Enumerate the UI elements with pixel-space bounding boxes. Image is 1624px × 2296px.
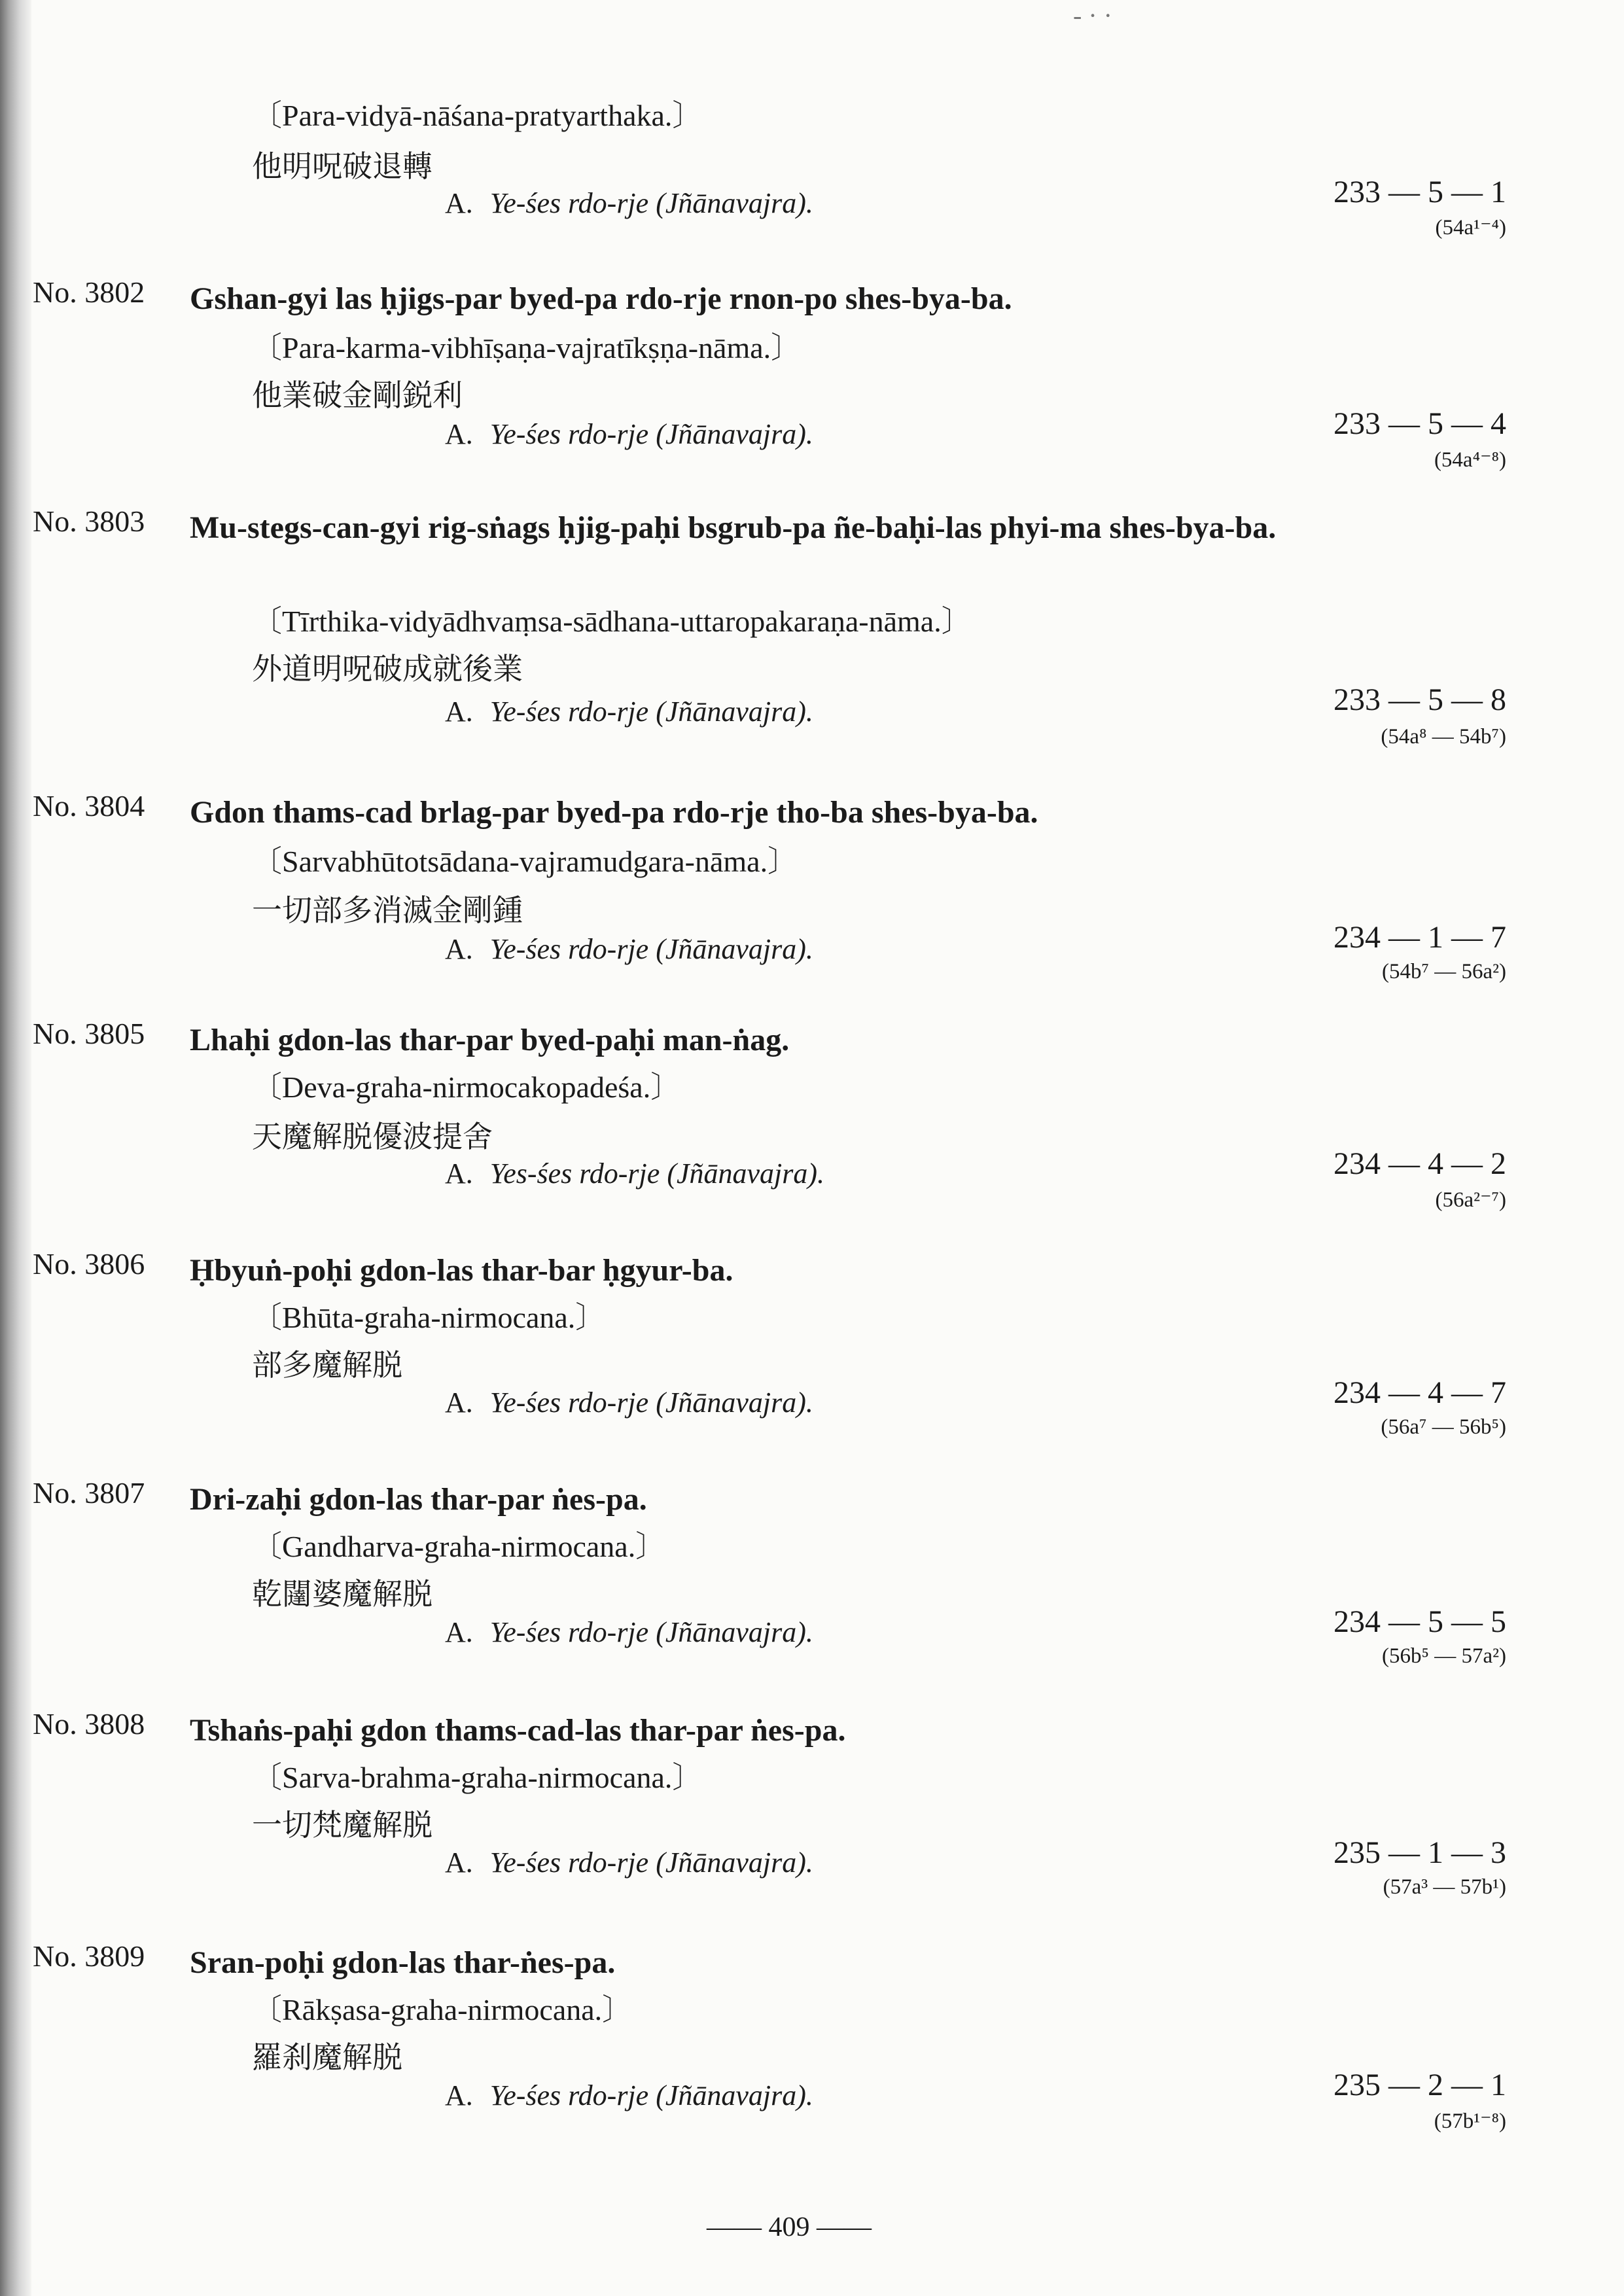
author-line — [445, 1846, 813, 1879]
chinese-title: 外道明呪破成就後業 — [252, 651, 523, 686]
author-line — [445, 2079, 813, 2112]
catalog-entry — [0, 1706, 1624, 1922]
author-name: Ye-śes rdo-rje (Jñānavajra). — [489, 2079, 813, 2111]
sanskrit-title: 〔Gandharva-graha-nirmocana.〕 — [252, 1530, 666, 1563]
volume-reference: 233 — 5 — 1 — [1333, 175, 1506, 209]
tibetan-title: Tshaṅs-paḥi gdon thams-cad-las thar-par ṅes-pa. — [190, 1713, 846, 1748]
author-name: Ye-śes rdo-rje (Jñānavajra). — [489, 418, 813, 450]
author-name: Ye-śes rdo-rje (Jñānavajra). — [489, 1386, 813, 1419]
author-line — [445, 1386, 813, 1419]
volume-reference: 234 — 5 — 5 — [1333, 1604, 1506, 1639]
catalog-entry-continued — [0, 0, 1624, 239]
folio-reference: (56b⁵ — 57a²) — [1381, 1644, 1506, 1668]
sanskrit-title: 〔Sarvabhūtotsādana-vajramudgara-nāma.〕 — [252, 845, 798, 878]
catalog-entry — [0, 1246, 1624, 1462]
tibetan-title: Gshan-gyi las ḥjigs-par byed-pa rdo-rje rnon-po shes-bya-ba. — [190, 281, 1012, 316]
entry-number: No. 3806 — [33, 1247, 145, 1280]
catalog-entry — [0, 788, 1624, 1004]
author-name: Ye-śes rdo-rje (Jñānavajra). — [489, 187, 813, 219]
author-line — [445, 1616, 813, 1649]
catalog-entry — [0, 1939, 1624, 2155]
entry-number: No. 3808 — [33, 1707, 145, 1740]
folio-reference: (54b⁷ — 56a²) — [1381, 960, 1506, 983]
entry-number: No. 3809 — [33, 1939, 145, 1973]
catalog-entry — [0, 1475, 1624, 1691]
author-prefix: A. — [445, 696, 473, 728]
author-line — [445, 186, 813, 220]
folio-reference: (56a²⁻⁷) — [1435, 1188, 1506, 1212]
author-prefix: A. — [445, 187, 473, 219]
chinese-title: 天魔解脱優波提舍 — [252, 1119, 493, 1154]
top-mark: - · · — [1073, 1, 1112, 30]
folio-reference: (54a⁸ — 54b⁷) — [1381, 725, 1506, 749]
sanskrit-title: 〔Tīrthika-vidyādhvaṃsa-sādhana-uttaropakaraṇa-nāma.〕 — [252, 605, 972, 638]
chinese-title: 部多魔解脱 — [252, 1347, 402, 1383]
chinese-title: 乾闥婆魔解脱 — [252, 1576, 432, 1612]
tibetan-title: Mu-stegs-can-gyi rig-sṅags ḥjig-paḥi bsgrub-pa ñe-baḥi-las phyi-ma shes-bya-ba. — [190, 510, 1277, 545]
author-name: Ye-śes rdo-rje (Jñānavajra). — [489, 1616, 813, 1648]
tibetan-title: Lhaḥi gdon-las thar-par byed-paḥi man-ṅag. — [190, 1023, 790, 1057]
sanskrit-title: 〔Sarva-brahma-graha-nirmocana.〕 — [252, 1761, 703, 1794]
author-name: Ye-śes rdo-rje (Jñānavajra). — [489, 1846, 813, 1879]
author-prefix: A. — [445, 2079, 473, 2111]
chinese-title: 一切部多消滅金剛鍾 — [252, 892, 523, 928]
chinese-title: 一切梵魔解脱 — [252, 1807, 432, 1843]
author-prefix: A. — [445, 1846, 473, 1879]
entry-number: No. 3802 — [33, 275, 145, 309]
entry-number: No. 3807 — [33, 1476, 145, 1510]
sanskrit-title: 〔Para-karma-vibhīṣaṇa-vajratīkṣṇa-nāma.〕 — [252, 331, 802, 364]
entry-number: No. 3804 — [33, 789, 145, 822]
entry-number: No. 3805 — [33, 1017, 145, 1050]
chinese-title: 他業破金剛鋭利 — [252, 378, 463, 413]
author-line — [445, 695, 813, 728]
author-name: Ye-śes rdo-rje (Jñānavajra). — [489, 933, 813, 965]
sanskrit-title: 〔Deva-graha-nirmocakopadeśa.〕 — [252, 1070, 681, 1104]
volume-reference: 234 — 4 — 2 — [1333, 1146, 1506, 1181]
volume-reference: 233 — 5 — 8 — [1333, 682, 1506, 717]
volume-reference: 234 — 4 — 7 — [1333, 1375, 1506, 1410]
tibetan-title: Gdon thams-cad brlag-par byed-pa rdo-rje tho-ba shes-bya-ba. — [190, 795, 1038, 830]
volume-reference: 233 — 5 — 4 — [1333, 406, 1506, 441]
author-prefix: A. — [445, 1386, 473, 1419]
folio-reference: (56a⁷ — 56b⁵) — [1381, 1415, 1506, 1439]
author-prefix: A. — [445, 1157, 473, 1190]
entry-number: No. 3803 — [33, 504, 145, 538]
tibetan-title: Dri-zaḥi gdon-las thar-par ṅes-pa. — [190, 1482, 647, 1517]
volume-reference: 235 — 1 — 3 — [1333, 1835, 1506, 1870]
catalog-entry — [0, 504, 1624, 749]
folio-reference: (57a³ — 57b¹) — [1383, 1875, 1506, 1899]
volume-reference: 234 — 1 — 7 — [1333, 920, 1506, 955]
page-number: —— 409 —— — [707, 2212, 872, 2242]
volume-reference: 235 — 2 — 1 — [1333, 2068, 1506, 2102]
chinese-title: 羅刹魔解脱 — [252, 2040, 402, 2075]
author-line — [445, 417, 813, 451]
folio-reference: (57b¹⁻⁸) — [1434, 2110, 1506, 2133]
author-line — [445, 932, 813, 966]
catalog-entry — [0, 1016, 1624, 1232]
folio-reference: (54a⁴⁻⁸) — [1434, 448, 1506, 472]
author-name: Ye-śes rdo-rje (Jñānavajra). — [489, 696, 813, 728]
author-prefix: A. — [445, 933, 473, 965]
tibetan-title: Ḥbyuṅ-poḥi gdon-las thar-bar ḥgyur-ba. — [190, 1253, 733, 1288]
sanskrit-title: 〔Para-vidyā-nāśana-pratyarthaka.〕 — [252, 99, 703, 132]
catalog-entry — [0, 275, 1624, 491]
folio-reference: (54a¹⁻⁴) — [1435, 216, 1506, 239]
sanskrit-title: 〔Rākṣasa-graha-nirmocana.〕 — [252, 1993, 633, 2026]
sanskrit-title: 〔Bhūta-graha-nirmocana.〕 — [252, 1301, 606, 1334]
author-prefix: A. — [445, 1616, 473, 1648]
tibetan-title: Sran-poḥi gdon-las thar-ṅes-pa. — [190, 1945, 616, 1980]
author-prefix: A. — [445, 418, 473, 450]
chinese-title: 他明呪破退轉 — [252, 149, 432, 184]
author-line — [445, 1157, 824, 1190]
author-name: Yes-śes rdo-rje (Jñānavajra). — [489, 1157, 825, 1190]
